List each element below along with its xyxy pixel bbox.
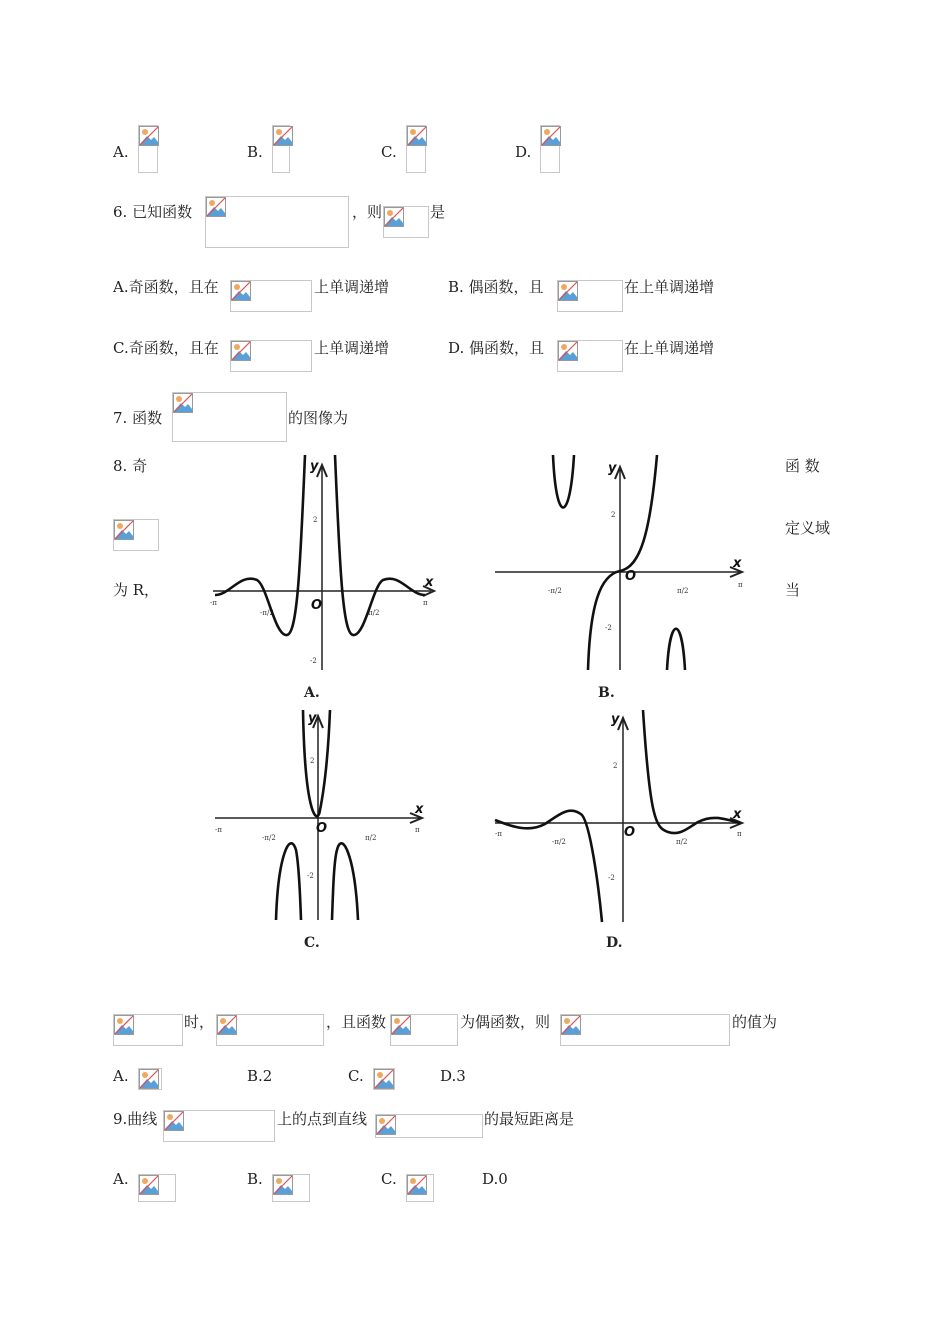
y-tick: 2 (310, 757, 315, 765)
x-tick: -π (215, 826, 222, 834)
formula-image (138, 125, 158, 173)
q6-mid: ，则 (352, 203, 383, 221)
q6-suffix: 是 (430, 203, 446, 221)
x-tick: π (737, 830, 742, 838)
x-tick: π (423, 599, 428, 607)
y-tick: -2 (605, 624, 612, 632)
x-axis-label: x (425, 575, 434, 590)
x-tick: -π/2 (548, 587, 562, 595)
q6-option-b-tail: 在上单调递增 (624, 278, 715, 296)
broken-image-icon (206, 197, 226, 217)
y-tick: -2 (307, 872, 314, 880)
x-tick: π/2 (677, 587, 689, 595)
q8-text-start: 8. 奇 (113, 457, 148, 475)
q7-prefix: 7. 函数 (113, 409, 163, 427)
broken-image-icon (231, 341, 251, 361)
y-tick: 2 (611, 511, 616, 519)
broken-image-icon (558, 341, 578, 361)
y-tick: 2 (613, 762, 618, 770)
x-axis-label: x (415, 802, 424, 817)
broken-image-icon (376, 1115, 396, 1135)
x-tick: π/2 (676, 838, 688, 846)
q8-option-c: C. (348, 1067, 364, 1085)
q6-option-a-tail: 上单调递增 (314, 278, 390, 296)
broken-image-icon (139, 126, 159, 146)
q6-option-c-tail: 上单调递增 (314, 339, 390, 357)
formula-image (272, 125, 290, 173)
q8-option-d: D.3 (440, 1067, 466, 1085)
y-tick: -2 (310, 657, 317, 665)
q6-option-d-tail: 在上单调递增 (624, 339, 715, 357)
formula-image (138, 1174, 176, 1202)
x-tick: π/2 (365, 834, 377, 842)
graph-b-label: B. (598, 685, 615, 701)
broken-image-icon (114, 1015, 134, 1035)
formula-image (540, 125, 560, 173)
y-axis-label: y (308, 711, 317, 726)
q8-cond-qie: ，且函数 (326, 1013, 387, 1031)
q6-option-b: B. 偶函数，且 (448, 278, 544, 296)
formula-image (557, 340, 623, 372)
q9-mid: 上的点到直线 (277, 1110, 368, 1128)
origin-label: O (311, 598, 323, 613)
q6-prefix: 6. 已知函数 (113, 203, 193, 221)
q8-cond-ou: 为偶函数，则 (460, 1013, 551, 1031)
broken-image-icon (164, 1111, 184, 1131)
q6-option-c: C.奇函数，且在 (113, 339, 219, 357)
graph-b (490, 455, 755, 675)
q8-text-dang: 当 (785, 581, 801, 599)
broken-image-icon (407, 126, 427, 146)
origin-label: O (316, 821, 328, 836)
q5-option-b: B. (247, 143, 263, 161)
x-axis-label: x (733, 807, 742, 822)
broken-image-icon (273, 126, 293, 146)
q5-option-d: D. (515, 143, 532, 161)
broken-image-icon (173, 393, 193, 413)
y-axis-label: y (310, 459, 319, 474)
q6-option-d: D. 偶函数，且 (448, 339, 545, 357)
q6-option-a: A.奇函数，且在 (113, 278, 219, 296)
formula-image (383, 206, 429, 238)
formula-image (205, 196, 349, 248)
q9-suffix: 的最短距离是 (484, 1110, 575, 1128)
graph-c-label: C. (304, 935, 320, 951)
formula-image (113, 519, 159, 551)
graph-c (210, 710, 435, 925)
y-tick: 2 (313, 516, 318, 524)
broken-image-icon (374, 1069, 394, 1089)
formula-image (390, 1014, 458, 1046)
y-axis-label: y (611, 712, 620, 727)
q9-option-c: C. (381, 1170, 397, 1188)
q5-option-c: C. (381, 143, 397, 161)
broken-image-icon (273, 1175, 293, 1195)
broken-image-icon (139, 1175, 159, 1195)
formula-image (560, 1014, 730, 1046)
formula-image (272, 1174, 310, 1202)
q8-text-hanshu: 函 数 (785, 457, 820, 475)
formula-image (113, 1014, 183, 1046)
broken-image-icon (231, 281, 251, 301)
q9-option-b: B. (247, 1170, 263, 1188)
x-tick: π (415, 826, 420, 834)
q7-suffix: 的图像为 (288, 409, 349, 427)
broken-image-icon (407, 1175, 427, 1195)
q9-option-d: D.0 (482, 1170, 508, 1188)
broken-image-icon (217, 1015, 237, 1035)
q8-text-dingyiyu: 定义域 (785, 519, 831, 537)
x-tick: -π/2 (262, 834, 276, 842)
q8-option-a: A. (113, 1067, 129, 1085)
y-tick: -2 (608, 874, 615, 882)
broken-image-icon (139, 1069, 159, 1089)
broken-image-icon (384, 207, 404, 227)
broken-image-icon (541, 126, 561, 146)
graph-d-label: D. (606, 935, 623, 951)
graph-a (205, 455, 455, 675)
graph-d (490, 710, 755, 925)
q9-option-a: A. (113, 1170, 129, 1188)
formula-image (230, 340, 312, 372)
broken-image-icon (558, 281, 578, 301)
x-tick: π (738, 581, 743, 589)
origin-label: O (625, 569, 637, 584)
formula-image (375, 1114, 483, 1138)
formula-image (557, 280, 623, 312)
formula-image (373, 1068, 395, 1090)
origin-label: O (624, 825, 636, 840)
x-axis-label: x (733, 556, 742, 571)
formula-image (230, 280, 312, 312)
formula-image (138, 1068, 162, 1090)
formula-image (216, 1014, 324, 1046)
q9-prefix: 9.曲线 (113, 1110, 158, 1128)
q8-cond-shi: 时， (184, 1013, 215, 1031)
x-tick: -π (495, 830, 502, 838)
broken-image-icon (391, 1015, 411, 1035)
formula-image (406, 1174, 434, 1202)
x-tick: -π/2 (552, 838, 566, 846)
x-tick: π/2 (368, 609, 380, 617)
y-axis-label: y (608, 461, 617, 476)
formula-image (172, 392, 287, 442)
q8-cond-zhi: 的值为 (732, 1013, 778, 1031)
formula-image (163, 1110, 275, 1142)
q8-text-domain: 为 R， (113, 581, 160, 599)
formula-image (406, 125, 426, 173)
x-tick: -π (210, 599, 217, 607)
broken-image-icon (114, 520, 134, 540)
graph-a-label: A. (304, 685, 320, 701)
x-tick: -π/2 (260, 609, 274, 617)
q5-option-a: A. (113, 143, 129, 161)
broken-image-icon (561, 1015, 581, 1035)
q8-option-b: B.2 (247, 1067, 273, 1085)
